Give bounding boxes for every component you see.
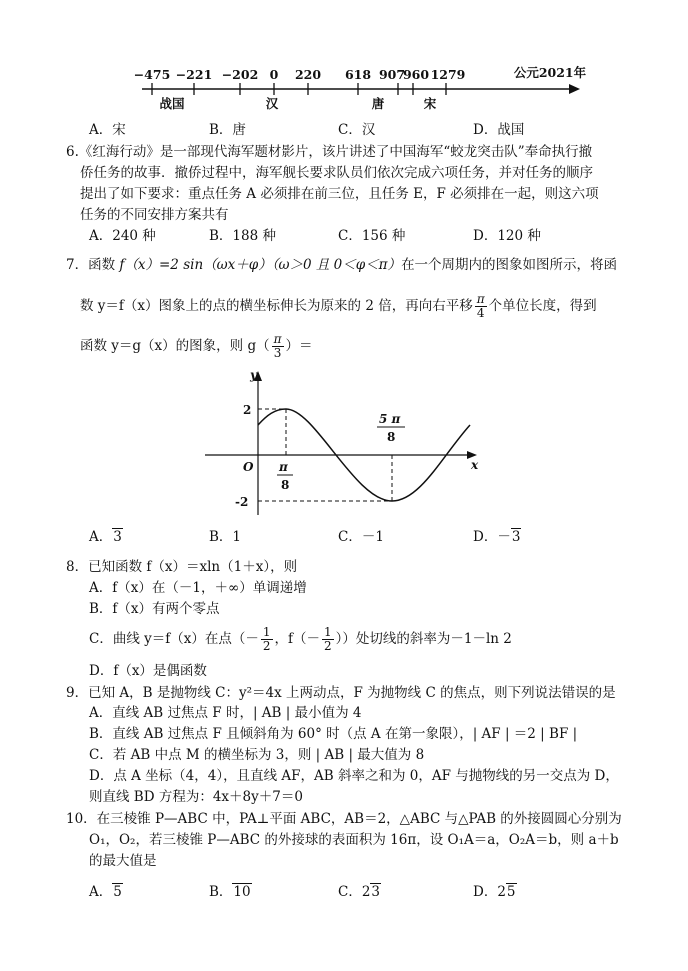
fraction-denominator: 4 <box>476 306 485 320</box>
q9-option-c[interactable]: C．若 AB 中点 M 的横坐标为 3，则 | AB | 最大值为 8 <box>89 747 425 763</box>
q6-line: 任务的不同安排方案共有 <box>80 207 229 223</box>
q8-option-b[interactable]: B．f（x）有两个零点 <box>89 601 220 617</box>
q10-option-a[interactable]: A．5 <box>89 884 122 900</box>
y-min-label: -2 <box>235 495 249 509</box>
q10-option-d[interactable]: D．25 <box>473 884 516 900</box>
timeline-tick: 907 <box>378 67 406 82</box>
q8-option-c[interactable] <box>89 626 512 653</box>
fraction-numerator: 1 <box>324 625 332 639</box>
q7-option-a[interactable]: A．3 <box>89 529 122 545</box>
q9-option-d-cont: 则直线 BD 方程为：4x＋8y＋7＝0 <box>89 789 303 805</box>
q5-option-c[interactable]: C．汉 <box>338 122 376 138</box>
fraction <box>261 626 273 653</box>
q5-option-d[interactable]: D．战国 <box>473 122 525 138</box>
y-max-label: 2 <box>243 403 252 417</box>
timeline-period: 战国 <box>159 96 185 111</box>
timeline-tick: 0 <box>269 67 279 82</box>
q8-option-a[interactable]: A．f（x）在（－1，＋∞）单调递增 <box>89 580 307 596</box>
fraction <box>322 626 334 653</box>
fraction-numerator: π <box>273 332 282 346</box>
x-tick-numerator: 5 π <box>379 412 401 426</box>
x-tick-denominator: 8 <box>281 478 290 492</box>
q7-text: 个单位长度，得到 <box>488 298 597 314</box>
q7-option-c[interactable]: C．－1 <box>338 529 384 545</box>
y-axis-label: y <box>250 368 257 382</box>
fraction <box>475 293 487 320</box>
timeline-tick: 220 <box>294 67 322 82</box>
q10-line: 的最大值是 <box>89 853 157 869</box>
q6-line: 提出了如下要求：重点任务 A 必须排在前三位，且任务 E，F 必须排在一起，则这六项 <box>80 186 599 202</box>
q7-line-2 <box>80 293 597 320</box>
q8-option-d[interactable]: D．f（x）是偶函数 <box>89 663 207 679</box>
q7-text: 7．函数 <box>66 257 120 273</box>
q7-line-3 <box>80 333 313 360</box>
x-tick-denominator: 8 <box>387 430 396 444</box>
x-axis-label: x <box>471 458 479 472</box>
fraction-denominator: 2 <box>324 639 332 653</box>
q6-option-c[interactable]: C．156 种 <box>338 228 406 244</box>
q8-text: ，f（－ <box>274 631 320 647</box>
timeline-period: 汉 <box>265 96 279 111</box>
q9-option-b[interactable]: B．直线 AB 过焦点 F 且倾斜角为 60° 时（点 A 在第一象限），| AF | ＝2 | BF | <box>89 726 578 742</box>
q7-text: ）＝ <box>285 338 313 354</box>
q9-option-a[interactable]: A．直线 AB 过焦点 F 时，| AB | 最小值为 4 <box>89 705 362 721</box>
q8-stem: 8．已知函数 f（x）＝xln（1＋x），则 <box>66 559 298 575</box>
q9-option-d[interactable]: D．点 A 坐标（4，4），且直线 AF，AB 斜率之和为 0，AF 与抛物线的另一交点为 D， <box>89 768 619 784</box>
q10-option-b[interactable]: B．10 <box>209 884 251 900</box>
q7-option-b[interactable]: B．1 <box>209 529 242 545</box>
timeline-tick: −202 <box>221 67 259 82</box>
q10-line: 10．在三棱锥 P—ABC 中，PA⊥平面 ABC，AB＝2，△ABC 与△PAB 的外接圆圆心分别为 <box>66 811 622 827</box>
q7-text: 函数 y＝g（x）的图象，则 g（ <box>80 338 270 354</box>
timeline-tick: 618 <box>344 67 372 82</box>
fraction-numerator: 1 <box>262 625 271 639</box>
q7-text: 在一个周期内的图象如图所示，将函 <box>401 257 618 273</box>
fraction-denominator: 3 <box>273 346 282 360</box>
q6-option-a[interactable]: A．240 种 <box>89 228 156 244</box>
q6-line: 6.《红海行动》是一部现代海军题材影片，该片讲述了中国海军“蛟龙突击队”奉命执行撤 <box>66 144 593 160</box>
timeline-tick: −475 <box>133 67 171 82</box>
x-tick-numerator: π <box>279 460 288 474</box>
origin-label: O <box>243 460 254 474</box>
timeline-end-label: 公元2021年 <box>513 65 587 80</box>
q6-option-b[interactable]: B．188 种 <box>209 228 276 244</box>
fraction-numerator: π <box>476 292 485 306</box>
q7-line-1 <box>66 255 617 275</box>
timeline-tick: 1279 <box>430 67 466 82</box>
q7-sine-graph <box>195 365 495 525</box>
fraction <box>272 333 284 360</box>
q10-line: O₁，O₂，若三棱锥 P—ABC 的外接球的表面积为 16π，设 O₁A＝a，O₂A＝b，则 a＋b <box>89 832 619 848</box>
q5-option-b[interactable]: B．唐 <box>209 122 246 138</box>
q5-option-a[interactable]: A．宋 <box>89 122 126 138</box>
q10-option-c[interactable]: C．23 <box>338 884 381 900</box>
timeline-period: 宋 <box>423 96 437 111</box>
q7-option-d[interactable]: D．－3 <box>473 529 521 545</box>
q7-text: 数 y＝f（x）图象上的点的横坐标伸长为原来的 2 倍，再向右平移 <box>80 298 473 314</box>
timeline-period: 唐 <box>371 96 385 111</box>
q6-option-d[interactable]: D．120 种 <box>473 228 541 244</box>
fraction-denominator: 2 <box>262 639 271 653</box>
timeline-tick: −221 <box>175 67 213 82</box>
q7-function: f（x）=2 sin（ωx＋φ）（ω＞0 且 0＜φ＜π） <box>119 257 402 273</box>
q8-text: ））处切线的斜率为－1－ln 2 <box>335 631 512 647</box>
timeline-tick: 960 <box>402 67 430 82</box>
q6-line: 侨任务的故事．撤侨过程中，海军舰长要求队员们依次完成六项任务，并对任务的顺序 <box>80 165 593 181</box>
q8-text: C．曲线 y＝f（x）在点（－ <box>89 631 259 647</box>
q9-stem: 9．已知 A，B 是抛物线 C：y²＝4x 上两动点，F 为抛物线 C 的焦点，则下列说法错误的是 <box>66 685 616 701</box>
timeline <box>0 55 688 115</box>
